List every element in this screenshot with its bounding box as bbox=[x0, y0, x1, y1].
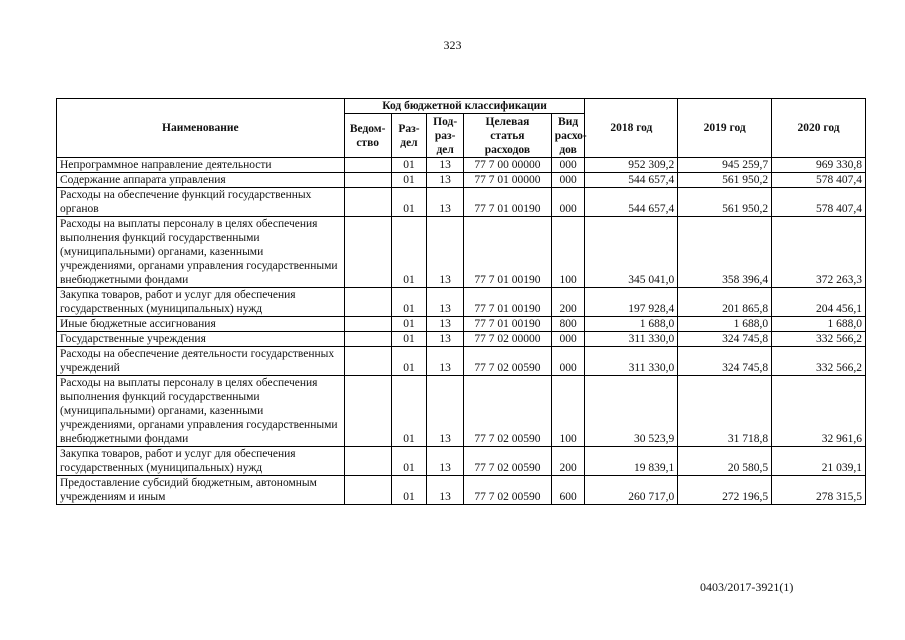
row-2018: 19 839,1 bbox=[585, 447, 678, 476]
row-podrazdel: 13 bbox=[427, 217, 464, 288]
row-name: Непрограммное направление деятельности bbox=[57, 158, 345, 173]
table-row bbox=[57, 332, 866, 347]
row-ved bbox=[344, 447, 391, 476]
row-ved bbox=[344, 476, 391, 505]
row-2020: 332 566,2 bbox=[772, 347, 866, 376]
table-row bbox=[57, 158, 866, 173]
row-2019: 31 718,8 bbox=[678, 376, 772, 447]
table-row bbox=[57, 173, 866, 188]
row-2019: 324 745,8 bbox=[678, 332, 772, 347]
row-ved bbox=[344, 188, 391, 217]
row-vid: 100 bbox=[551, 376, 585, 447]
row-name: Государственные учреждения bbox=[57, 332, 345, 347]
row-name: Содержание аппарата управления bbox=[57, 173, 345, 188]
header-2019: 2019 год bbox=[678, 99, 772, 158]
row-target: 77 7 02 00000 bbox=[464, 332, 552, 347]
row-razdel: 01 bbox=[391, 376, 427, 447]
row-2018: 30 523,9 bbox=[585, 376, 678, 447]
table-row bbox=[57, 376, 866, 447]
row-ved bbox=[344, 217, 391, 288]
row-podrazdel: 13 bbox=[427, 476, 464, 505]
row-razdel: 01 bbox=[391, 173, 427, 188]
row-vid: 000 bbox=[551, 173, 585, 188]
table-row bbox=[57, 317, 866, 332]
row-name: Расходы на обеспечение функций государственных органов bbox=[57, 188, 345, 217]
row-ved bbox=[344, 317, 391, 332]
row-2020: 204 456,1 bbox=[772, 288, 866, 317]
header-podrazdel: Под-раз-дел bbox=[427, 114, 464, 158]
row-2020: 21 039,1 bbox=[772, 447, 866, 476]
row-2019: 201 865,8 bbox=[678, 288, 772, 317]
row-name: Расходы на выплаты персоналу в целях обеспечения выполнения функций государственными (муниципальными) органами, казенными учреждениями, органами управления государственными внебюджетными фондами bbox=[57, 376, 345, 447]
row-vid: 000 bbox=[551, 332, 585, 347]
table-body bbox=[57, 158, 866, 505]
header-name: Наименование bbox=[57, 99, 345, 158]
row-2019: 561 950,2 bbox=[678, 173, 772, 188]
row-2019: 20 580,5 bbox=[678, 447, 772, 476]
row-razdel: 01 bbox=[391, 332, 427, 347]
row-2020: 372 263,3 bbox=[772, 217, 866, 288]
row-2020: 578 407,4 bbox=[772, 188, 866, 217]
row-2018: 345 041,0 bbox=[585, 217, 678, 288]
table-row bbox=[57, 447, 866, 476]
row-2019: 945 259,7 bbox=[678, 158, 772, 173]
row-ved bbox=[344, 347, 391, 376]
row-razdel: 01 bbox=[391, 217, 427, 288]
row-razdel: 01 bbox=[391, 317, 427, 332]
row-razdel: 01 bbox=[391, 188, 427, 217]
row-2020: 32 961,6 bbox=[772, 376, 866, 447]
row-target: 77 7 01 00190 bbox=[464, 288, 552, 317]
row-target: 77 7 02 00590 bbox=[464, 376, 552, 447]
row-2020: 969 330,8 bbox=[772, 158, 866, 173]
table-row bbox=[57, 347, 866, 376]
row-podrazdel: 13 bbox=[427, 288, 464, 317]
row-target: 77 7 02 00590 bbox=[464, 347, 552, 376]
row-ved bbox=[344, 376, 391, 447]
row-2020: 332 566,2 bbox=[772, 332, 866, 347]
header-razdel: Раз-дел bbox=[391, 114, 427, 158]
row-2019: 324 745,8 bbox=[678, 347, 772, 376]
row-razdel: 01 bbox=[391, 447, 427, 476]
row-2018: 311 330,0 bbox=[585, 347, 678, 376]
row-2018: 197 928,4 bbox=[585, 288, 678, 317]
row-vid: 100 bbox=[551, 217, 585, 288]
row-vid: 800 bbox=[551, 317, 585, 332]
row-name: Иные бюджетные ассигнования bbox=[57, 317, 345, 332]
row-vid: 200 bbox=[551, 447, 585, 476]
table-row bbox=[57, 217, 866, 288]
row-2018: 311 330,0 bbox=[585, 332, 678, 347]
header-2020: 2020 год bbox=[772, 99, 866, 158]
row-vid: 600 bbox=[551, 476, 585, 505]
row-2019: 272 196,5 bbox=[678, 476, 772, 505]
row-2018: 260 717,0 bbox=[585, 476, 678, 505]
header-vid: Вид расхо-дов bbox=[551, 114, 585, 158]
document-code: 0403/2017-3921(1) bbox=[700, 580, 794, 594]
row-razdel: 01 bbox=[391, 347, 427, 376]
row-2018: 952 309,2 bbox=[585, 158, 678, 173]
row-podrazdel: 13 bbox=[427, 158, 464, 173]
row-target: 77 7 02 00590 bbox=[464, 476, 552, 505]
row-target: 77 7 01 00190 bbox=[464, 217, 552, 288]
header-target: Целевая статья расходов bbox=[464, 114, 552, 158]
table-row bbox=[57, 476, 866, 505]
row-2020: 1 688,0 bbox=[772, 317, 866, 332]
row-2019: 1 688,0 bbox=[678, 317, 772, 332]
row-target: 77 7 01 00190 bbox=[464, 188, 552, 217]
row-podrazdel: 13 bbox=[427, 447, 464, 476]
row-podrazdel: 13 bbox=[427, 376, 464, 447]
row-razdel: 01 bbox=[391, 158, 427, 173]
row-target: 77 7 02 00590 bbox=[464, 447, 552, 476]
row-vid: 000 bbox=[551, 188, 585, 217]
row-podrazdel: 13 bbox=[427, 188, 464, 217]
row-target: 77 7 01 00000 bbox=[464, 173, 552, 188]
row-vid: 000 bbox=[551, 347, 585, 376]
row-razdel: 01 bbox=[391, 288, 427, 317]
row-ved bbox=[344, 288, 391, 317]
row-2019: 561 950,2 bbox=[678, 188, 772, 217]
row-ved bbox=[344, 332, 391, 347]
budget-table bbox=[56, 98, 866, 505]
row-target: 77 7 01 00190 bbox=[464, 317, 552, 332]
row-vid: 200 bbox=[551, 288, 585, 317]
header-ved: Ведом-ство bbox=[344, 114, 391, 158]
row-podrazdel: 13 bbox=[427, 173, 464, 188]
row-name: Предоставление субсидий бюджетным, автономным учреждениям и иным bbox=[57, 476, 345, 505]
table-row bbox=[57, 288, 866, 317]
row-name: Расходы на обеспечение деятельности государственных учреждений bbox=[57, 347, 345, 376]
row-name: Закупка товаров, работ и услуг для обеспечения государственных (муниципальных) нужд bbox=[57, 288, 345, 317]
row-razdel: 01 bbox=[391, 476, 427, 505]
page-number: 323 bbox=[443, 38, 462, 52]
row-podrazdel: 13 bbox=[427, 317, 464, 332]
row-podrazdel: 13 bbox=[427, 347, 464, 376]
row-target: 77 7 00 00000 bbox=[464, 158, 552, 173]
row-2020: 578 407,4 bbox=[772, 173, 866, 188]
row-2018: 544 657,4 bbox=[585, 188, 678, 217]
row-2018: 1 688,0 bbox=[585, 317, 678, 332]
header-code-group: Код бюджетной классификации bbox=[344, 99, 585, 114]
row-name: Закупка товаров, работ и услуг для обеспечения государственных (муниципальных) нужд bbox=[57, 447, 345, 476]
row-ved bbox=[344, 158, 391, 173]
row-2019: 358 396,4 bbox=[678, 217, 772, 288]
header-2018: 2018 год bbox=[585, 99, 678, 158]
row-name: Расходы на выплаты персоналу в целях обеспечения выполнения функций государственными (муниципальными) органами, казенными учреждениями, органами управления государственными внебюджетными фондами bbox=[57, 217, 345, 288]
table-row bbox=[57, 188, 866, 217]
row-vid: 000 bbox=[551, 158, 585, 173]
table-header bbox=[57, 99, 866, 158]
row-2018: 544 657,4 bbox=[585, 173, 678, 188]
row-ved bbox=[344, 173, 391, 188]
row-podrazdel: 13 bbox=[427, 332, 464, 347]
row-2020: 278 315,5 bbox=[772, 476, 866, 505]
